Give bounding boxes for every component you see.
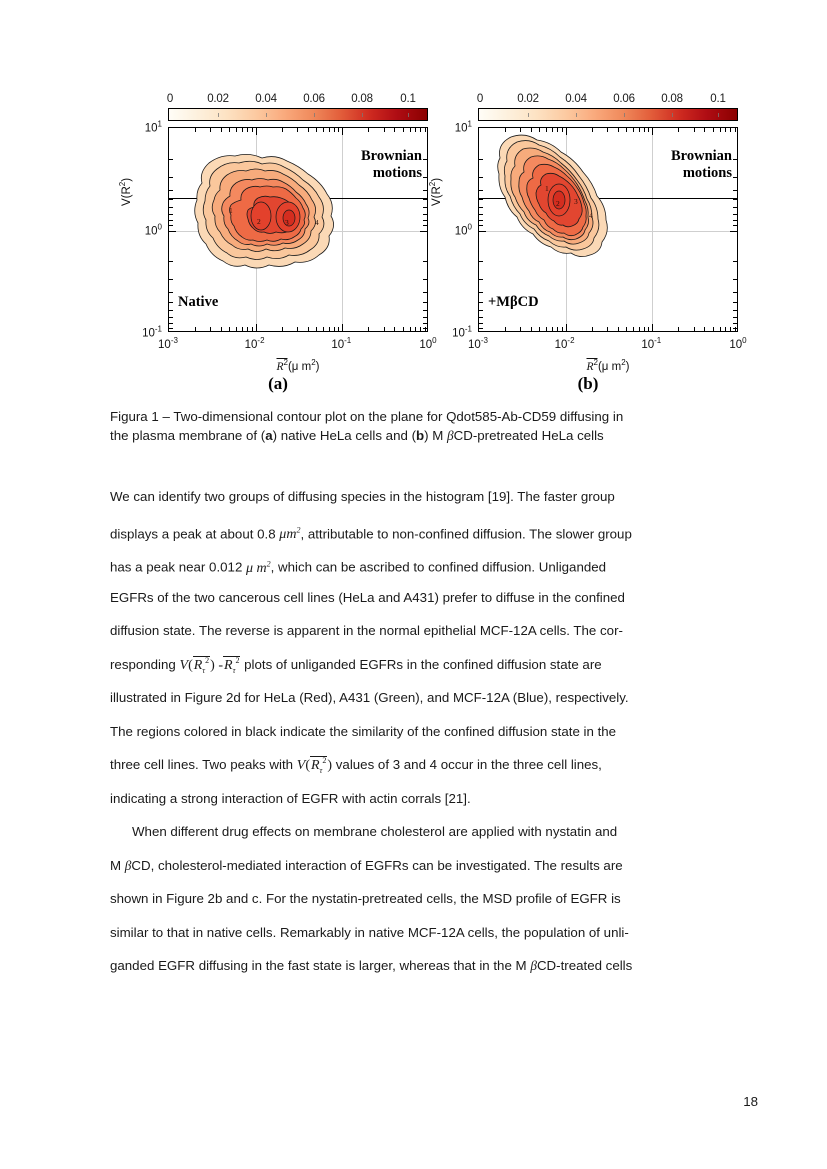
y-tick-label-a: $10^1$: [144, 119, 162, 135]
text-line: M βCD, cholesterol-mediated interaction of EGFRs can be investigated. The results are: [110, 857, 623, 873]
y-axis-title-b: $V(R^2)$: [428, 177, 443, 206]
text-line: ganded EGFR diffusing in the fast state is larger, whereas that in the M βCD-treated cells: [110, 958, 633, 973]
colorbar-tick-label: 0.08: [661, 93, 683, 105]
colorbar-tick-label: 0.06: [303, 93, 325, 105]
contour-number-label: 4: [315, 218, 319, 227]
panel-caption-b: (b): [577, 374, 599, 393]
y-tick-label-b: $10^1$: [454, 119, 472, 135]
text-line: indicating a strong interaction of EGFR with actin corrals [21].: [110, 790, 471, 806]
colorbar-tick-label: 0: [166, 93, 174, 105]
contour-number-label: 1: [545, 184, 549, 193]
condition-label-b: +MβCD: [488, 293, 539, 310]
colorbar-a: [166, 93, 428, 121]
colorbar-tick-label: 0: [476, 93, 484, 105]
x-tick-label-b: $10^{-1}$: [641, 336, 662, 351]
plot-area-a: [168, 127, 428, 332]
colorbar-tick-label: 0.02: [517, 93, 539, 105]
colorbar-tick-label: 0.1: [710, 93, 726, 105]
text-line: EGFRs of the two cancerous cell lines (HeLa and A431) prefer to diffuse in the confined: [110, 589, 625, 605]
figure-panel-a: [118, 86, 437, 398]
colorbar-ticks-b: [478, 122, 738, 126]
contour-number-label: 2: [257, 217, 261, 226]
x-tick-label-a: $10^{-3}$: [158, 336, 178, 351]
body-text: [110, 480, 758, 983]
text-line: illustrated in Figure 2d for HeLa (Red), A431 (Green), and MCF-12A (Blue), respectively.: [110, 690, 629, 705]
page-number: 18: [743, 1094, 758, 1109]
panel-caption-a: (a): [268, 374, 288, 393]
text-line: When different drug effects on membrane cholesterol are applied with nystatin and: [132, 824, 618, 839]
x-axis-title-b: $R^2(\mu$ $m^2$): [586, 358, 630, 373]
colorbar-tick-label: 0.06: [613, 93, 635, 105]
colorbar-gradient-b: [478, 108, 738, 121]
condition-label-a: Native: [178, 293, 219, 310]
text-line: The regions colored in black indicate the similarity of the confined diffusion state in the: [110, 723, 617, 739]
colorbar-gradient-a: [168, 108, 428, 121]
plot-area-b: [478, 127, 738, 332]
contour-number-label: 3: [285, 218, 289, 227]
x-tick-label-a: $10^0$: [419, 336, 437, 351]
figure-caption-line2: the plasma membrane of (a) native HeLa cells and (b) M βCD-pretreated HeLa cells: [110, 427, 604, 443]
text-line: We can identify two groups of diffusing species in the histogram [19]. The faster group: [110, 489, 615, 504]
text-line: responding $V(R_\tau^2)$ $-R_\tau^2$ plots of unliganded EGFRs in the confined diffusion state are: [110, 655, 602, 675]
text-line: has a peak near 0.012 μ $m^2$, which can be ascribed to confined diffusion. Unliganded: [110, 559, 607, 576]
colorbar-tick-label: 0.08: [351, 93, 373, 105]
y-tick-label-b: $10^{-1}$: [452, 324, 472, 340]
text-line: three cell lines. Two peaks with $V(R_\tau^2)$ values of 3 and 4 occur in the three cell lines,: [110, 756, 602, 775]
figure-panel-b: [428, 86, 747, 398]
contour-number-label: 3: [574, 197, 578, 206]
brownian-motions-label-b: Brownian motions: [671, 148, 732, 182]
colorbar-b: [476, 93, 738, 121]
y-tick-label-a: $10^{-1}$: [142, 324, 162, 340]
figure-caption-line1: Figura 1 – Two-dimensional contour plot on the plane for Qdot585-Ab-CD59 diffusing in: [110, 409, 624, 424]
colorbar-tick-label: 0.04: [565, 93, 587, 105]
y-tick-label-a: $10^0$: [144, 222, 162, 237]
colorbar-labels-a: [168, 93, 428, 107]
contour-number-label: 1: [229, 206, 233, 215]
y-axis-title-a: $V(R^2)$: [118, 177, 133, 206]
contour-number-label: 2: [556, 199, 560, 208]
colorbar-labels-b: [478, 93, 738, 107]
text-line: displays a peak at about 0.8 $\mu m^2$, attributable to non-confined diffusion. The slower group: [110, 525, 632, 543]
text-line: shown in Figure 2b and c. For the nystatin-pretreated cells, the MSD profile of EGFR is: [110, 891, 621, 906]
brownian-motions-label-a: Brownian motions: [361, 148, 422, 182]
colorbar-tick-label: 0.1: [400, 93, 416, 105]
x-axis-title-a: $R^2(\mu$ $m^2$): [276, 358, 320, 373]
x-tick-label-a: $10^{-2}$: [244, 336, 265, 351]
figure-caption: [110, 408, 758, 446]
text-line: similar to that in native cells. Remarkably in native MCF-12A cells, the population of unli-: [110, 924, 629, 940]
text-line: diffusion state. The reverse is apparent in the normal epithelial MCF-12A cells. The cor-: [110, 623, 623, 638]
x-tick-label-b: $10^{-3}$: [468, 336, 488, 351]
x-tick-label-b: $10^{-2}$: [554, 336, 575, 351]
x-tick-label-b: $10^0$: [729, 336, 747, 351]
colorbar-tick-label: 0.02: [207, 93, 229, 105]
y-tick-label-b: $10^0$: [454, 222, 472, 237]
x-tick-label-a: $10^{-1}$: [331, 336, 352, 351]
colorbar-tick-label: 0.04: [255, 93, 277, 105]
colorbar-ticks-a: [168, 122, 428, 126]
contour-number-label: 4: [589, 211, 593, 220]
figure-1: [110, 86, 762, 398]
